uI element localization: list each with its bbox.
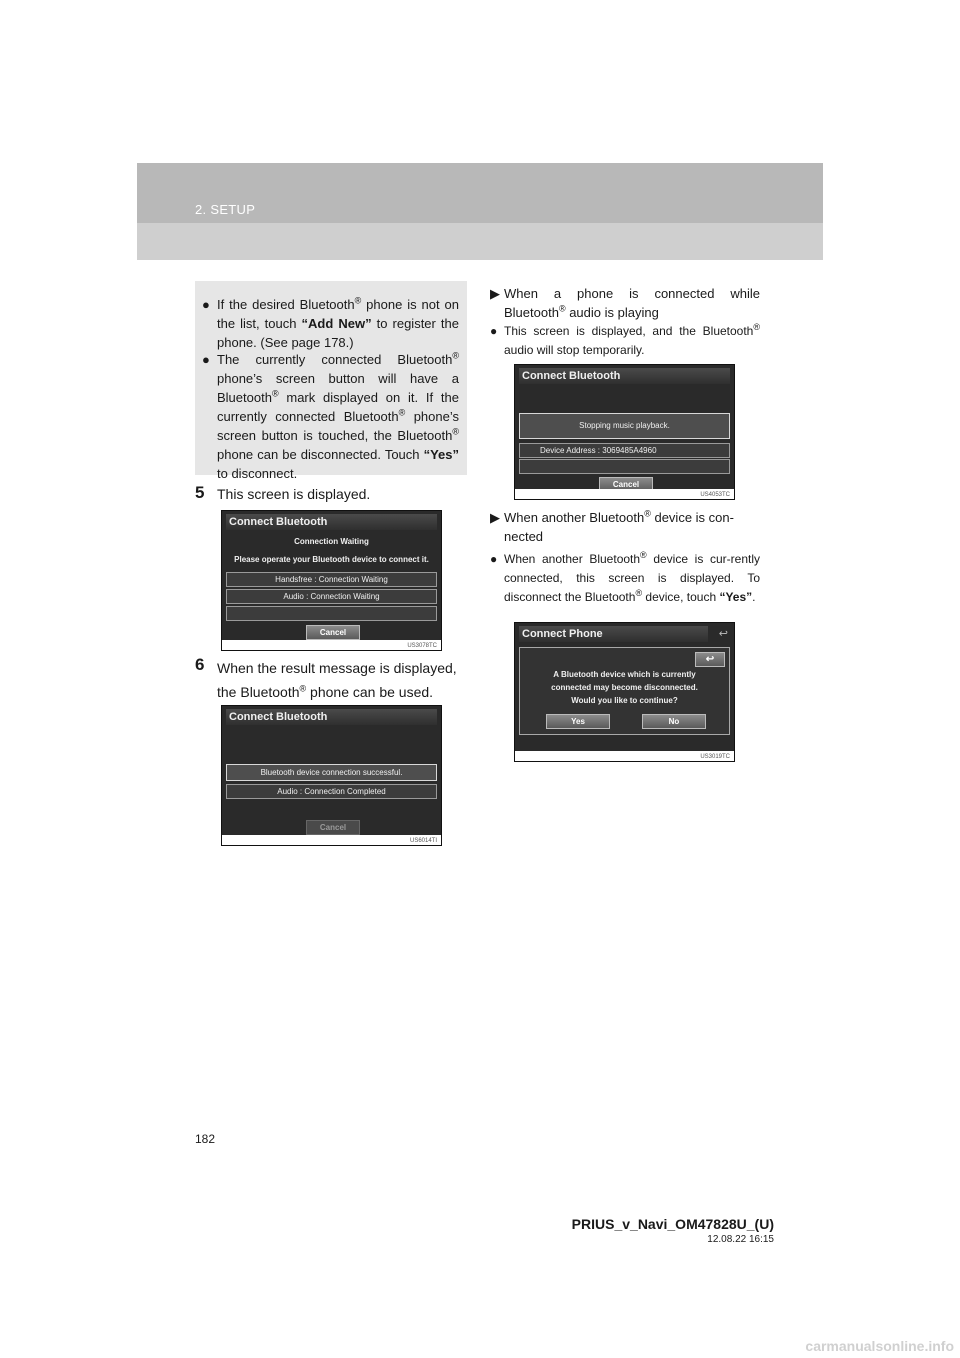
screen-connect-phone <box>514 622 735 762</box>
yes-button[interactable]: Yes <box>546 714 610 729</box>
figure-code: US6014TI <box>409 838 437 844</box>
triangle-icon: ▶ <box>490 286 500 301</box>
screen-title: Connect Bluetooth <box>226 514 437 530</box>
triangle-icon: ▶ <box>490 510 500 525</box>
success-message-bar: Bluetooth device connection successful. <box>226 764 437 781</box>
dialog-box: ↩ A Bluetooth device which is currently connected may become disconnected. Would you like to continue? Yes No <box>519 647 730 735</box>
bullet-audio-stop: ● This screen is displayed, and the Bluetooth® audio will stop temporarily. <box>490 322 760 357</box>
audio-status-bar: Audio : Connection Waiting <box>226 589 437 604</box>
screen-connection-waiting: Connect Bluetooth Connection Waiting Please operate your Bluetooth device to connect it. Handsfree : Connection Waiting Audio : Connection Waiting Cancel US3078TC <box>221 510 442 651</box>
screen-connection-successful <box>221 705 442 846</box>
device-address-bar: Device Address : 3069485A4960 <box>519 443 730 458</box>
screen-title: Connect Phone <box>519 626 708 642</box>
dialog-back-button[interactable]: ↩ <box>695 652 725 667</box>
page-number: 182 <box>195 1132 216 1146</box>
audio-status-bar: Audio : Connection Completed <box>226 784 437 799</box>
watermark: carmanualsonline.info <box>0 1336 960 1358</box>
bullet-icon: ● <box>202 297 210 312</box>
bullet-disconnect: ● When another Bluetooth® device is cur-rently connected, this screen is displayed. To disconnect the Bluetooth® device, touch “Yes”. <box>490 550 760 604</box>
cancel-button[interactable]: Cancel <box>306 820 360 835</box>
note-box <box>195 281 467 481</box>
bullet-icon: ● <box>490 324 498 338</box>
print-date: 12.08.22 16:15 <box>707 1234 774 1245</box>
bullet-icon: ● <box>490 552 498 566</box>
screen-title: Connect Bluetooth <box>226 709 437 725</box>
figure-code: US3019TC <box>700 754 730 760</box>
no-button[interactable]: No <box>642 714 706 729</box>
figure-code: US4053TC <box>700 492 730 498</box>
figure-code: US3078TC <box>407 643 437 649</box>
subheading-another-device: ▶ When another Bluetooth® device is con-nected <box>490 508 734 544</box>
cancel-button[interactable]: Cancel <box>599 477 653 492</box>
screen-stopping-music <box>514 364 735 500</box>
manual-code: PRIUS_v_Navi_OM47828U_(U) <box>571 1216 774 1232</box>
section-title: 2. SETUP <box>195 202 256 217</box>
cancel-button[interactable]: Cancel <box>306 625 360 640</box>
subheading-phone-while-audio: ▶ When a phone is connected while Bluetooth® audio is playing <box>490 286 760 320</box>
empty-bar <box>226 606 437 621</box>
note-item-1: ● If the desired Bluetooth® phone is not on the list, touch “Add New” to register the phone. (See page 178.) <box>202 295 459 350</box>
screen-title: Connect Bluetooth <box>519 368 730 384</box>
empty-bar <box>519 459 730 474</box>
note-item-2: ● The currently connected Bluetooth® phone’s screen button will have a Bluetooth® mark displayed on it. If the currently connected Bluetooth® phone’s screen button is touched, the Bluetooth® phone can be disconnected. Touch “Yes” to disconnect. <box>202 350 459 481</box>
back-icon: ↩ <box>718 628 728 640</box>
bullet-icon: ● <box>202 352 210 367</box>
stopping-message-bar: Stopping music playback. <box>519 413 730 439</box>
handsfree-status-bar: Handsfree : Connection Waiting <box>226 572 437 587</box>
